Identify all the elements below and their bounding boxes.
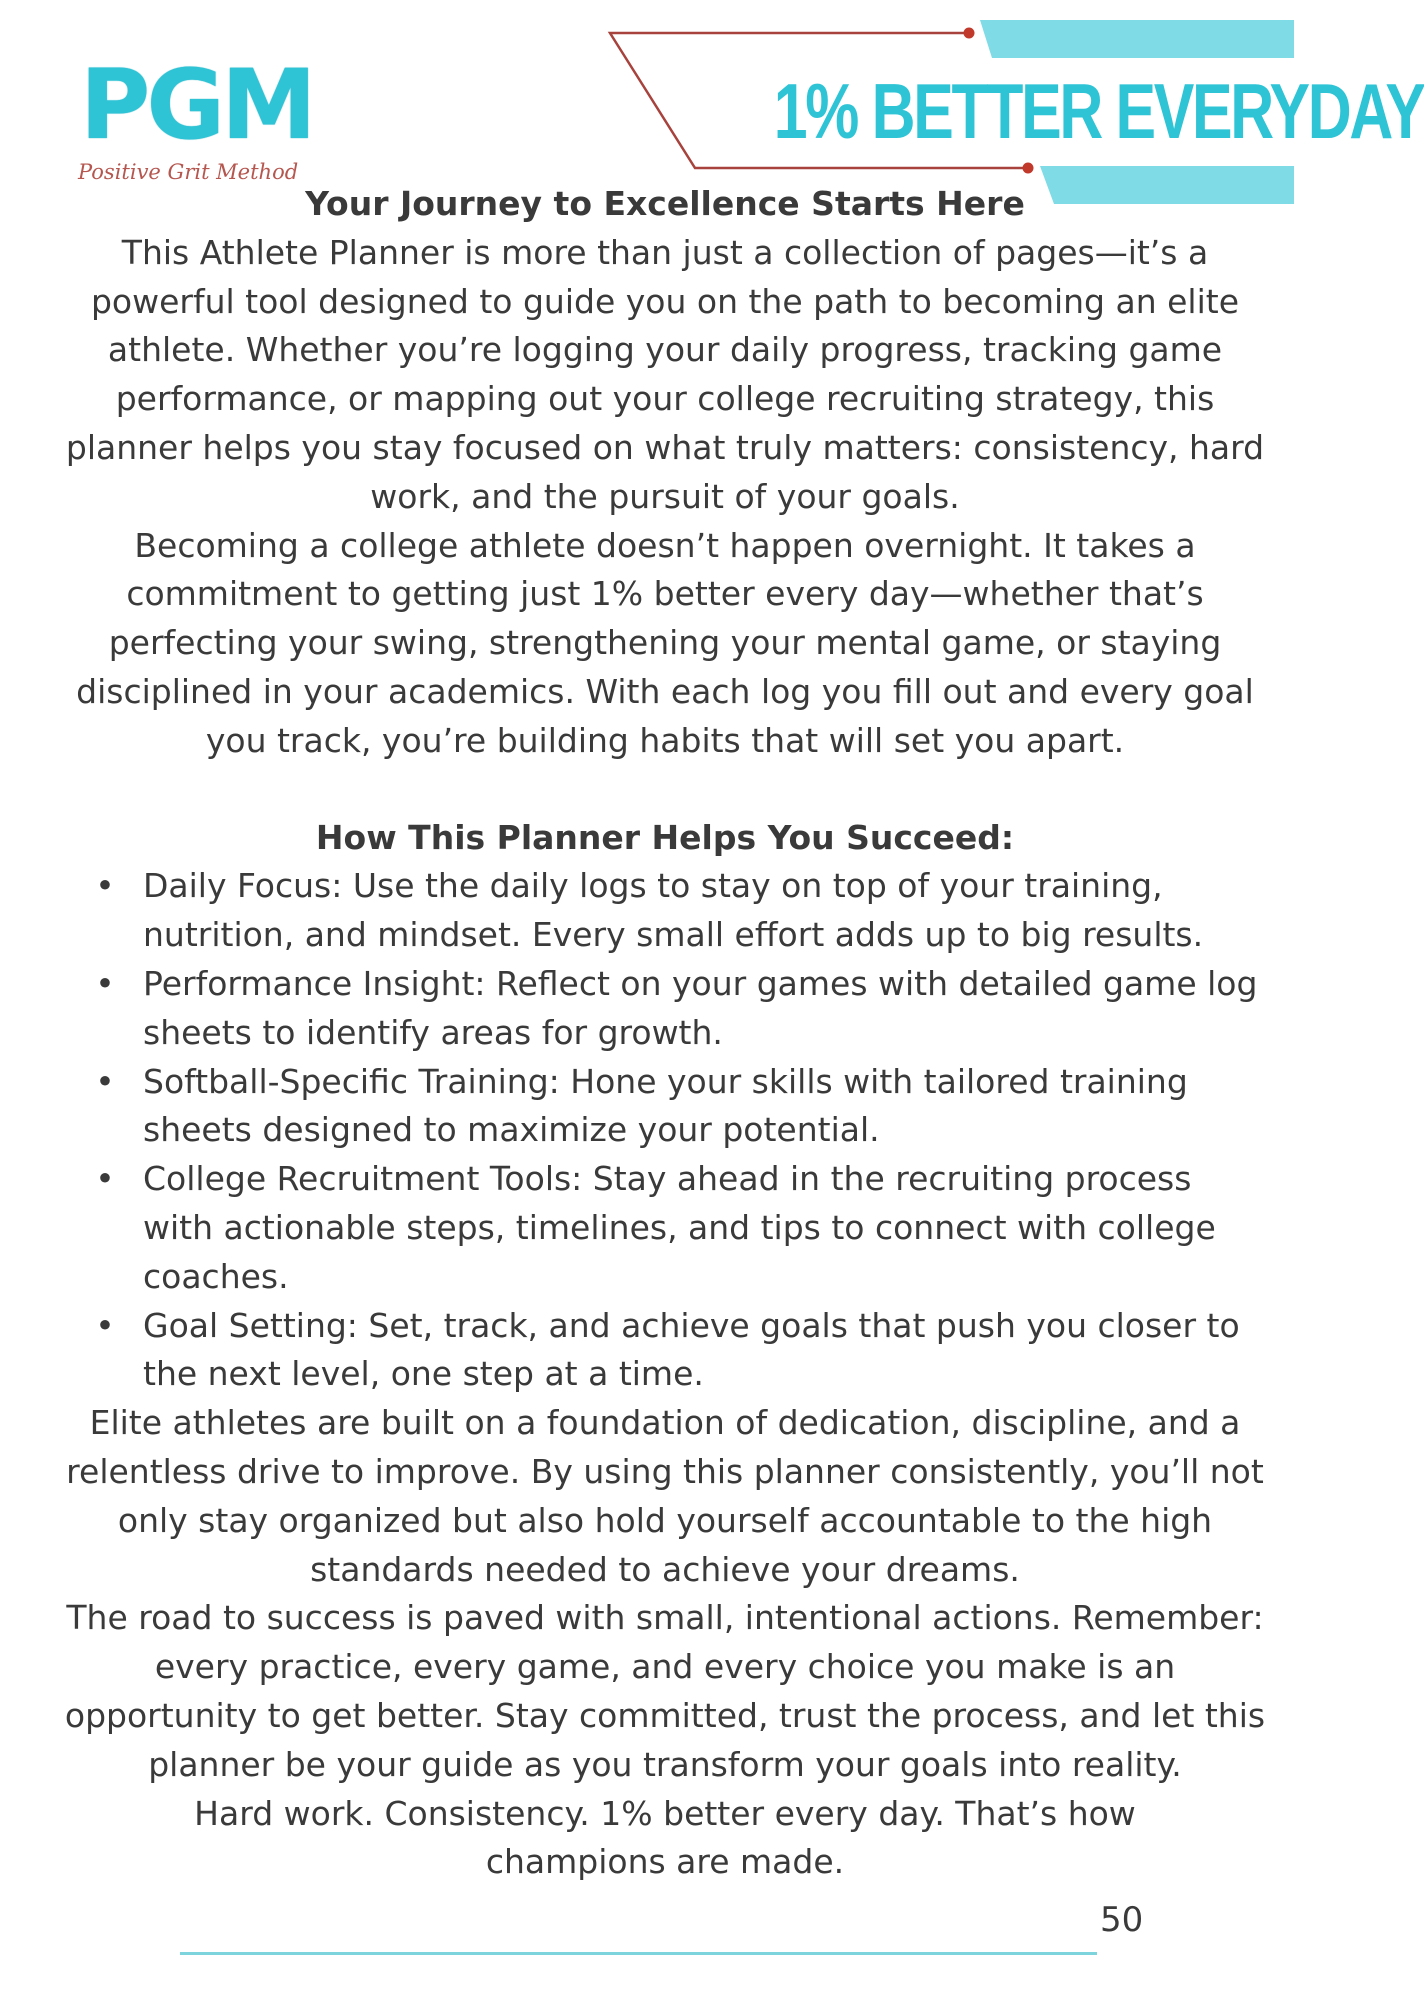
list-item (60, 1058, 1270, 1156)
intro-heading: Your Journey to Excellence Starts Here (305, 184, 1025, 223)
closing-paragraph-1: Elite athletes are built on a foundation of dedication, discipline, and a relentless drive to improve. By using this planner consistently, you’ll not only stay organized but also hold yourself accountable to the high standards needed to achieve your dreams. (66, 1403, 1264, 1589)
list-item-text: Goal Setting: Set, track, and achieve goals that push you closer to the next level, one step at a time. (143, 1305, 1240, 1394)
intro-paragraph-1: This Athlete Planner is more than just a collection of pages—it’s a powerful tool designed to guide you on the path to becoming an elite athlete. Whether you’re logging your daily progress, tracking game performance, or mapping out your college recruiting strategy, this planner helps you stay focused on what truly matters: consistency, hard work, and the pursuit of your goals. (65, 232, 1265, 516)
help-heading: How This Planner Helps You Succeed: (315, 817, 1015, 857)
pgm-logo (70, 49, 313, 200)
list-item (60, 1302, 1270, 1400)
logo-mark: PGM (80, 49, 313, 161)
list-item (60, 1155, 1270, 1301)
bullet-marker: • (95, 1305, 115, 1345)
bullet-marker: • (95, 963, 115, 1003)
section-spacer (60, 766, 1270, 814)
list-item (60, 862, 1270, 960)
closing-paragraph-3: Hard work. Consistency. 1% better every day. That’s how champions are made. (194, 1793, 1136, 1882)
bullet-marker: • (95, 1159, 115, 1199)
list-item (60, 960, 1270, 1058)
list-item-text: Performance Insight: Reflect on your games with detailed game log sheets to identify areas for growth. (143, 963, 1258, 1052)
logo-tagline: Positive Grit Method (78, 160, 299, 184)
page-number: 50 (1100, 1900, 1144, 1940)
banner-title: 1% BETTER EVERYDAY (773, 67, 1424, 155)
benefits-list (60, 862, 1270, 1399)
intro-paragraph-2: Becoming a college athlete doesn’t happen overnight. It takes a commitment to getting just 1% better every day—whether that’s perfecting your swing, strengthening your mental game, or staying disciplined in your academics. With each log you fill out and every goal you track, you’re building habits that will set you apart. (76, 525, 1254, 760)
list-item-text: College Recruitment Tools: Stay ahead in the recruiting process with actionable steps, timelines, and tips to connect with college coaches. (143, 1159, 1216, 1296)
list-item-text: Softball-Specific Training: Hone your skills with tailored training sheets designed to maximize your potential. (143, 1061, 1188, 1150)
bullet-marker: • (95, 866, 115, 906)
closing-paragraph-2: The road to success is paved with small, intentional actions. Remember: every practice, every game, and every choice you make is an opportunity to get better. Stay committed, trust the process, and let this planner be your guide as you transform your goals into reality. (64, 1598, 1266, 1784)
list-item-text: Daily Focus: Use the daily logs to stay on top of your training, nutrition, and mindset. Every small effort adds up to big results. (143, 866, 1204, 955)
footer-divider (180, 1952, 1097, 1955)
article-body (60, 180, 1270, 1887)
bullet-marker: • (95, 1061, 115, 1101)
